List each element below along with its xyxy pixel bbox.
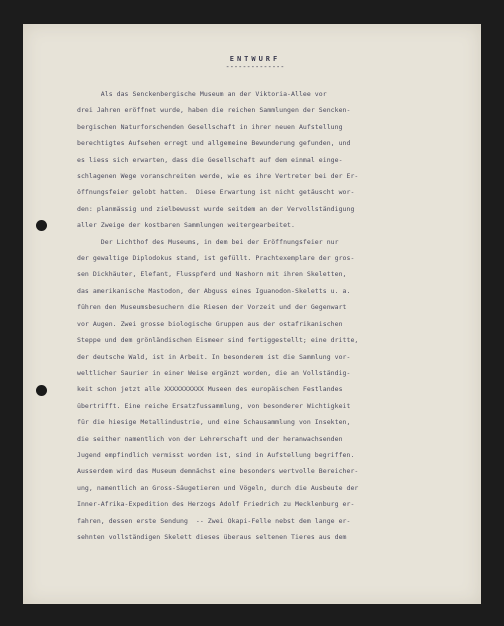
text-line: das amerikanische Mastodon, der Abguss eines Iguanodon-Skeletts u. a. <box>77 286 351 295</box>
text-line: der gewaltige Diplodokus stand, ist gefüllt. Prachtexemplare der gros- <box>77 254 355 263</box>
title-underline: -------------- <box>225 63 285 71</box>
text-line: Inner-Afrika-Expedition des Herzogs Adolf Friedrich zu Mecklenburg er- <box>77 500 355 509</box>
text-line: für die hiesige Metallindustrie, und eine Schausammlung von Insekten, <box>77 418 351 427</box>
text-line: Der Lichthof des Museums, in dem bei der Eröffnungsfeier nur <box>77 237 339 246</box>
text-line: führen den Museumsbesuchern die Riesen der Vorzeit und der Gegenwart <box>77 303 347 312</box>
text-line: Steppe und dem grönländischen Eismeer sind fertiggestellt; eine dritte, <box>77 336 359 345</box>
document-title: ENTWURF <box>229 55 281 63</box>
text-line: weltlicher Saurier in einer Weise ergänzt worden, die an Vollständig- <box>77 368 351 377</box>
text-line: Ausserdem wird das Museum demnächst eine besonders wertvolle Bereicher- <box>77 467 359 476</box>
text-line: schlagenen Wege voranschreiten werde, wie es ihre Vertreter bei der Er- <box>77 172 359 181</box>
text-line: vor Augen. Zwei grosse biologische Gruppen aus der ostafrikanischen <box>77 319 343 328</box>
text-line: sen Dickhäuter, Elefant, Flusspferd und Nashorn mit ihren Skeletten, <box>77 270 347 279</box>
document-body <box>77 86 467 545</box>
text-line: Jugend empfindlich vermisst worden ist, sind in Aufstellung begriffen. <box>77 450 355 459</box>
text-line: berechtigtes Aufsehen erregt und allgemeine Bewunderung gefunden, und <box>77 139 351 148</box>
paragraph <box>77 234 467 546</box>
text-line: die seither namentlich von der Lehrerschaft und der heranwachsenden <box>77 434 343 443</box>
text-line: sehnten vollständigen Skelett dieses überaus seltenen Tieres aus dem <box>77 532 347 541</box>
text-line: es liess sich erwarten, dass die Gesellschaft auf dem einmal einge- <box>77 155 343 164</box>
text-line: keit schon jetzt alle XXXXXXXXXX Museen des europäischen Festlandes <box>77 385 343 394</box>
punch-hole-bottom <box>36 385 47 396</box>
text-line: aller Zweige der kostbaren Sammlungen weitergearbeitet. <box>77 221 295 230</box>
text-line: fahren, dessen erste Sendung -- Zwei Okapi-Felle nebst dem lange er- <box>77 516 351 525</box>
text-line: ung, namentlich an Gross-Säugetieren und Vögeln, durch die Ausbeute der <box>77 483 359 492</box>
text-line: Als das Senckenbergische Museum an der Viktoria-Allee vor <box>77 90 327 98</box>
text-line: öffnungsfeier gelobt hatten. Diese Erwartung ist nicht getäuscht wor- <box>77 188 355 197</box>
paragraph <box>77 86 467 234</box>
paper-sheet <box>23 24 481 604</box>
text-line: bergischen Naturforschenden Gesellschaft in ihrer neuen Aufstellung <box>77 122 343 131</box>
text-line: drei Jahren eröffnet wurde, haben die reichen Sammlungen der Sencken- <box>77 106 351 115</box>
text-line: den: planmässig und zielbewusst wurde seitdem an der Vervollständigung <box>77 204 355 213</box>
typewritten-text <box>77 54 467 545</box>
text-line: der deutsche Wald, ist in Arbeit. In besonderem ist die Sammlung vor- <box>77 352 351 361</box>
text-line: übertrifft. Eine reiche Ersatzfussammlung, von besonderer Wichtigkeit <box>77 401 351 410</box>
punch-hole-top <box>36 220 47 231</box>
